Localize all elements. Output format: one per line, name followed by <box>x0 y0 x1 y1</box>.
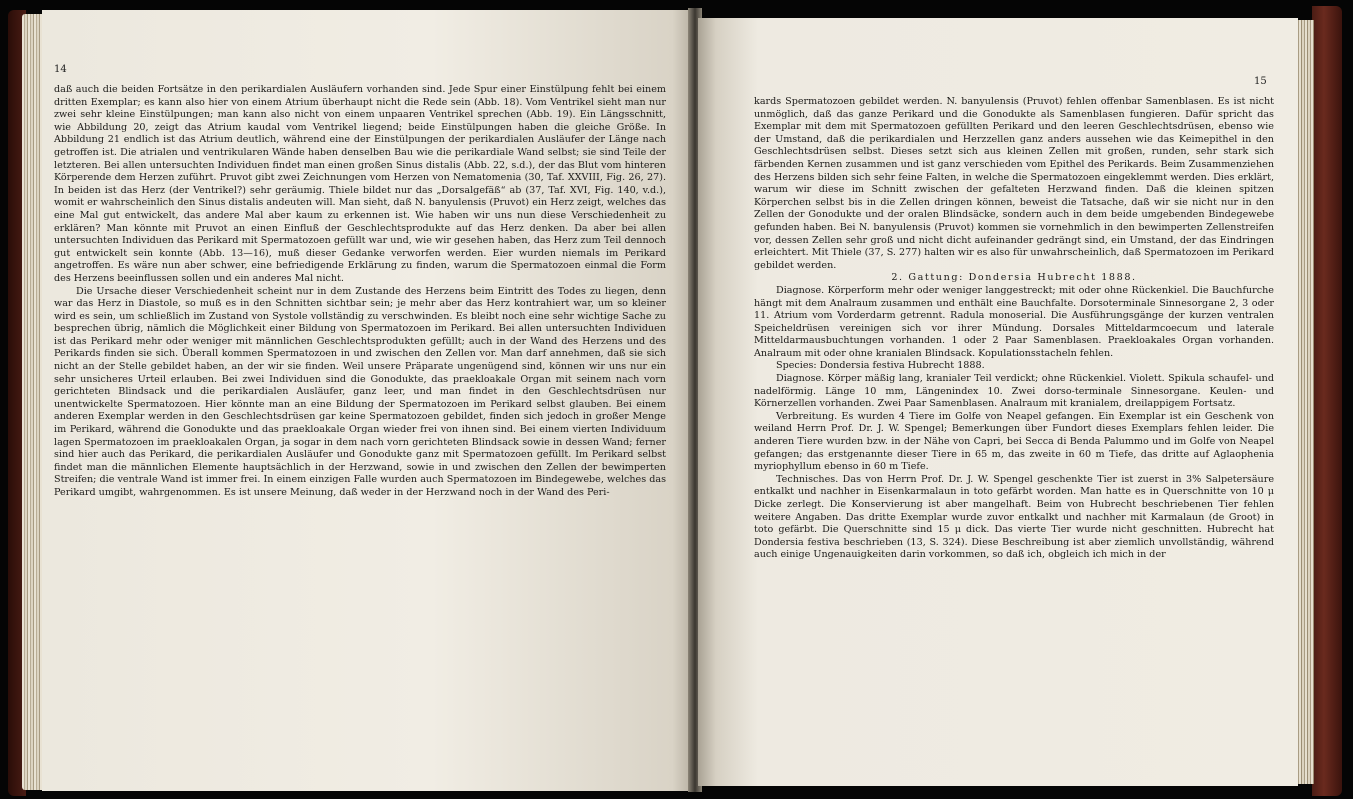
paragraph-technisches: Technisches. Das von Herrn Prof. Dr. J. W. Spengel geschenkte Tier ist zuerst in 3% Salpetersäure entkalkt und nachher in Eisenkarmalaun in toto gefärbt worden. Man hatte es in Querschnitte von 10 μ Dicke zerlegt. Die Konservierung ist aber mangelhaft. Beim von Hubrecht beschriebenen Tier fehlen weitere Angaben. Das dritte Exemplar wurde zuvor entkalkt und nachher mit Karmalaun (de Groot) in toto gefärbt. Die Querschnitte sind 15 μ dick. Das vierte Tier wurde nicht geschnitten. Hubrecht hat Dondersia festiva beschrieben (13, S. 324). Diese Beschreibung ist aber ziemlich unvollständig, während auch einige Ungenauigkeiten darin vorkommen, so daß ich, obgleich ich mich in der <box>754 473 1274 561</box>
paragraph-diagnose-species: Diagnose. Körper mäßig lang, kranialer Teil verdickt; ohne Rückenkiel. Violett. Spikula schaufel- und nadelförmig. Länge 10 mm, Längenindex 10. Zwei dorso-terminale Sinnesorgane. Keulen- und Körnerzellen vorhanden. Zwei Paar Samenblasen. Analraum mit kranialem, dreilappigem Fortsatz. <box>754 373 1274 410</box>
paragraph: Die Ursache dieser Verschiedenheit scheint nur in dem Zustande des Herzens beim Eintritt des Todes zu liegen, denn war das Herz in Diastole, so muß es in den Schnitten sichtbar sein; je mehr aber das Herz kontrahiert war, um so kleiner wird es sein, um schließlich im Zustand von Systole vollständig zu verschwinden. Es bleibt noch eine sehr wichtige Sache zu besprechen übrig, nämlich die Möglichkeit einer Bildung von Spermatozoen im Perikard. Bei allen untersuchten Individuen ist das Perikard mehr oder weniger mit männlichen Geschlechtsprodukten gefüllt; auch in der Wand des Herzens und des Perikards finden sie sich. Überall kommen Spermatozoen in und zwischen den Zellen vor. Man darf annehmen, daß sie sich nicht an der Stelle gebildet haben, an der wir sie finden. Weil unsere Präparate ungenügend sind, können wir uns nur ein sehr unsicheres Urteil erlauben. Bei zwei Individuen sind die Gonodukte, das praekloakale Organ mit seinem nach vorn gerichteten Blindsack und die perikardialen Ausläufer, ganz leer, und man findet in den Geschlechtsdrüsen nur unentwickelte Spermatozoen. Hier könnte man an eine Bildung der Spermatozoen im Perikard selbst glauben. Bei einem anderen Exemplar werden in den Geschlechtsdrüsen gar keine Spermatozoen gebildet, finden sich jedoch in großer Menge im Perikard, während die Gonodukte und das praekloakale Organ wieder frei von ihnen sind. Bei einem vierten Individuum lagen Spermatozoen im praekloakalen Organ, ja sogar in dem nach vorn gerichteten Blindsack sowie in dessen Wand; ferner sind hier auch das Perikard, die perikardialen Ausläufer und Gonodukte ganz mit Spermatozoen gefüllt. Im Perikard selbst findet man die männlichen Elemente hauptsächlich in der Herzwand, sowie in und zwischen den Zellen der bewimperten Streifen; die ventrale Wand ist immer frei. In einem einzigen Falle wurden auch Spermatozoen im Bindegewebe, welches das Perikard umgibt, wahrgenommen. Es ist unsere Meinung, daß weder in der Herzwand noch in der Wand des Peri- <box>54 285 666 498</box>
left-page-body <box>54 84 666 500</box>
book-cover-right <box>1312 6 1342 796</box>
paragraph-diagnose: Diagnose. Körperform mehr oder weniger langgestreckt; mit oder ohne Rückenkiel. Die Bauchfurche hängt mit dem Analraum zusammen und enthält eine Bauchfalte. Dorsoterminale Sinnesorgane 2, 3 oder 11. Atrium vom Vorderdarm getrennt. Radula monoserial. Die Ausführungsgänge der kurzen ventralen Speicheldrüsen vereinigen sich vor ihrer Mündung. Dorsales Mitteldarmcoecum und laterale Mitteldarmausbuchtungen vorhanden. 1 oder 2 Paar Samenblasen. Praekloakales Organ vorhanden. Analraum mit oder ohne kranialen Blindsack. Kopulationsstacheln fehlen. <box>754 284 1274 359</box>
right-page-body <box>754 96 1274 562</box>
paragraph: daß auch die beiden Fortsätze in den perikardialen Ausläufern vorhanden sind. Jede Spur einer Einstülpung fehlt bei einem dritten Exemplar; es kann also hier von einem Atrium überhaupt nicht die Rede sein (Abb. 18). Vom Ventrikel sieht man nur zwei sehr kleine Einstülpungen; man kann also nicht von einem unpaaren Ventrikel sprechen (Abb. 19). Ein Längsschnitt, wie Abbildung 20, zeigt das Atrium kaudal vom Ventrikel liegend; beide Einstülpungen haben die gleiche Größe. In Abbildung 21 endlich ist das Atrium deutlich, während eine der Einstülpungen der perikardialen Ausläufer der Länge nach getroffen ist. Die atrialen und ventrikularen Wände haben denselben Bau wie die perikardiale Wand selbst; sie sind Teile der letzteren. Bei allen untersuchten Individuen findet man einen großen Sinus distalis (Abb. 22, s.d.), der das Blut vom hinteren Körperende dem Herzen zuführt. Pruvot gibt zwei Zeichnungen vom Herzen von Nematomenia (30, Taf. XXVIII, Fig. 26, 27). In beiden ist das Herz (der Ventrikel?) sehr geräumig. Thiele bildet nur das „Dorsalgefäß“ ab (37, Taf. XVI, Fig. 140, v.d.), womit er wahrscheinlich den Sinus distalis andeuten will. Man sieht, daß N. banyulensis (Pruvot) ein Herz zeigt, welches das eine Mal gut entwickelt, das andere Mal aber kaum zu erkennen ist. Wie haben wir uns nun diese Verschiedenheit zu erklären? Man könnte mit Pruvot an einen Einfluß der Geschlechtsprodukte auf das Herz denken. Da aber bei allen untersuchten Individuen das Perikard mit Spermatozoen gefüllt war und, wie wir gesehen haben, das Herz zum Teil dennoch gut entwickelt sein konnte (Abb. 13—16), muß dieser Gedanke verworfen werden. Eier wurden niemals im Perikard angetroffen. Es wäre nun aber schwer, eine befriedigende Erklärung zu finden, warum die Spermatozoen einmal die Form des Herzens beeinflussen sollen und ein anderes Mal nicht. <box>54 84 666 284</box>
left-page <box>42 10 692 791</box>
paragraph-species: Species: Dondersia festiva Hubrecht 1888. <box>776 360 985 372</box>
page-edges-right <box>1296 20 1314 784</box>
right-page <box>698 18 1298 786</box>
genus-heading: 2. Gattung: Dondersia Hubrecht 1888. <box>891 272 1137 284</box>
page-edges-left <box>22 14 44 790</box>
paragraph: kards Spermatozoen gebildet werden. N. banyulensis (Pruvot) fehlen offenbar Samenblasen. Es ist nicht unmöglich, daß das ganze Perikard und die Gonodukte als Samenblasen fungieren. Dafür spricht das Exemplar mit dem mit Spermatozoen gefüllten Perikard und den leeren Geschlechtsdrüsen, ebenso wie der Umstand, daß die perikardialen und Herzzellen ganz anders aussehen wie das Keimepithel in den Geschlechtsdrüsen selbst. Dieses setzt sich aus kleinen Zellen mit großen, runden, sehr stark sich färbenden Kernen zusammen und ist ganz verschieden vom Epithel des Perikards. Beim Zusammenziehen des Herzens bilden sich sehr feine Falten, in welche die Spermatozoen eingeklemmt werden. Dies erklärt, warum wir diese im Schnitt zwischen der gefalteten Herzwand finden. Daß die kleinen spitzen Körperchen selbst bis in die Zellen dringen können, beweist die Tatsache, daß wir sie nicht nur in den Zellen der Gonodukte und der oralen Blindsäcke, sondern auch in dem beide umgebenden Bindegewebe gefunden haben. Bei N. banyulensis (Pruvot) kommen sie vornehmlich in den bewimperten Zellenstreifen vor, dessen Zellen sehr groß und nicht dicht aufeinander gedrängt sind, ein Umstand, der das Eindringen erleichtert. Mit Thiele (37, S. 277) halten wir es also für unwahrscheinlich, daß Spermatozoen im Perikard gebildet werden. <box>754 96 1274 271</box>
page-number-right: 15 <box>1254 76 1267 87</box>
page-number-left: 14 <box>54 64 67 75</box>
paragraph-verbreitung: Verbreitung. Es wurden 4 Tiere im Golfe von Neapel gefangen. Ein Exemplar ist ein Geschenk von weiland Herrn Prof. Dr. J. W. Spengel; Bemerkungen über Fundort dieses Exemplars fehlen leider. Die anderen Tiere wurden bzw. in der Nähe von Capri, bei Secca di Benda Palummo und im Golfe von Neapel gefangen; das erstgenannte dieser Tiere in 65 m, das zweite in 60 m Tiefe, das dritte auf Aglaophenia myriophyllum ebenso in 60 m Tiefe. <box>754 410 1274 473</box>
